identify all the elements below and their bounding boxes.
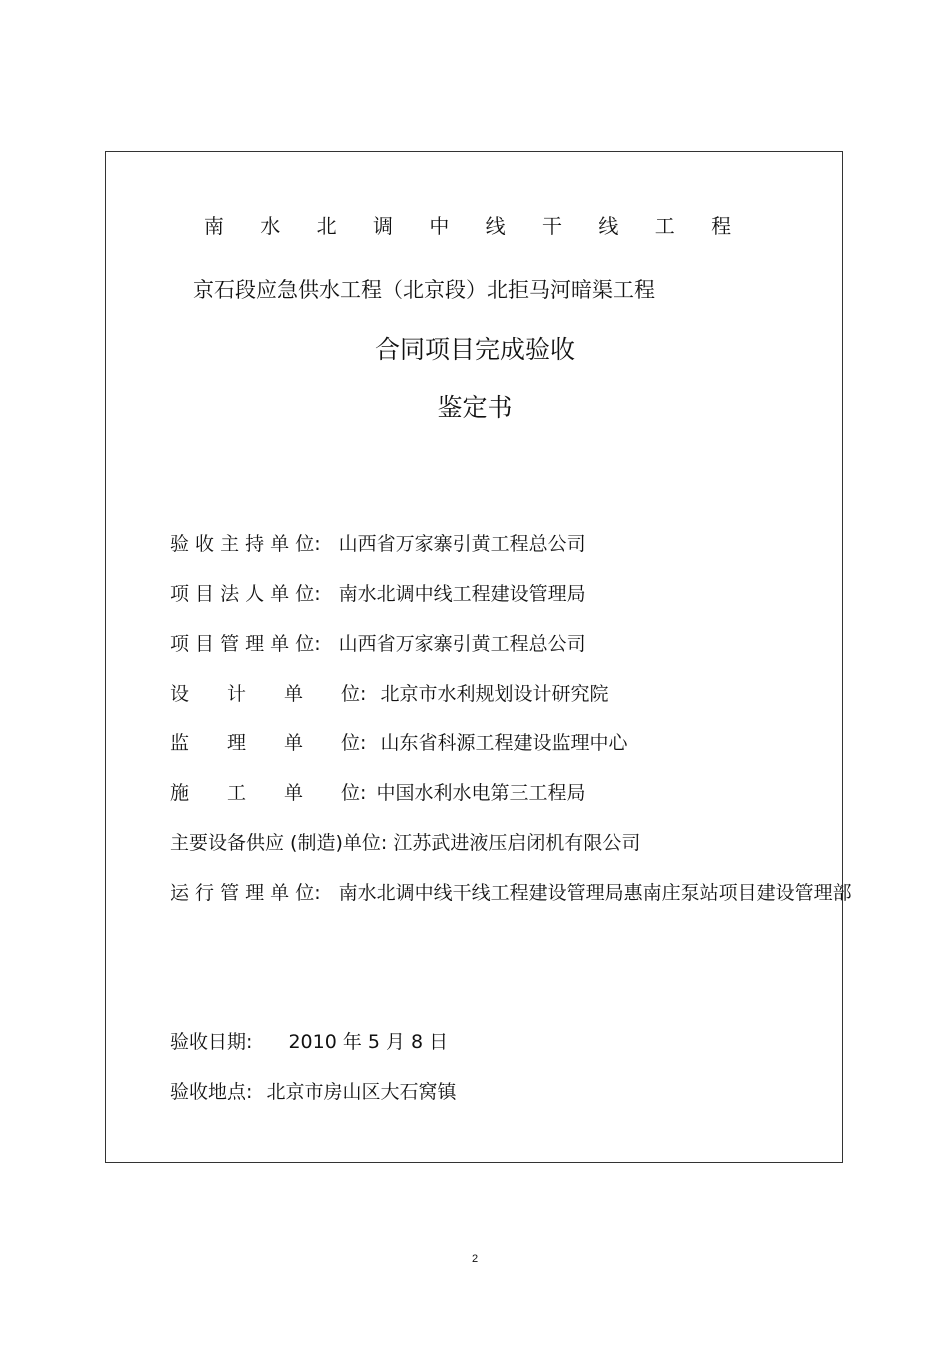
field-value: 中国水利水电第三工程局 (376, 782, 586, 804)
field-row-design (170, 682, 608, 706)
page-number: 2 (471, 1253, 479, 1265)
acceptance-date (170, 1030, 448, 1054)
field-row-equipment (170, 831, 640, 855)
field-label: 设 计 单 位: (170, 683, 367, 705)
field-label: 施 工 单 位: (170, 782, 367, 804)
place-value: 北京市房山区大石窝镇 (266, 1081, 457, 1103)
field-row-management (170, 632, 586, 656)
field-label: 运 行 管 理 单 位: (170, 882, 321, 904)
field-label: 项 目 法 人 单 位: (170, 583, 321, 605)
field-value: 山东省科源工程建设监理中心 (380, 732, 628, 754)
field-value: 江苏武进液压启闭机有限公司 (393, 832, 641, 854)
project-subheading: 京石段应急供水工程（北京段）北拒马河暗渠工程 (193, 278, 655, 302)
field-row-legal-entity (170, 582, 586, 606)
field-label: 项 目 管 理 单 位: (170, 633, 321, 655)
field-value: 山西省万家寨引黄工程总公司 (338, 533, 586, 555)
field-label: 主要设备供应 (制造)单位: (170, 832, 388, 854)
field-value: 北京市水利规划设计研究院 (380, 683, 609, 705)
place-label: 验收地点: (170, 1081, 253, 1103)
field-label: 监 理 单 位: (170, 732, 367, 754)
document-subtitle: 鉴定书 (437, 393, 513, 422)
date-label: 验收日期: (170, 1031, 253, 1053)
field-value: 南水北调中线工程建设管理局 (338, 583, 586, 605)
field-row-operation (170, 881, 852, 905)
field-row-supervision (170, 731, 627, 755)
field-value: 南水北调中线干线工程建设管理局惠南庄泵站项目建设管理部 (338, 882, 852, 904)
date-value: 2010 年 5 月 8 日 (288, 1031, 449, 1053)
field-row-host (170, 532, 586, 556)
field-label: 验 收 主 持 单 位: (170, 533, 321, 555)
document-title: 合同项目完成验收 (374, 335, 575, 364)
field-value: 山西省万家寨引黄工程总公司 (338, 633, 586, 655)
field-row-construction (170, 781, 585, 805)
project-heading: 南 水 北 调 中 线 干 线 工 程 (203, 214, 747, 238)
acceptance-place (170, 1080, 456, 1104)
